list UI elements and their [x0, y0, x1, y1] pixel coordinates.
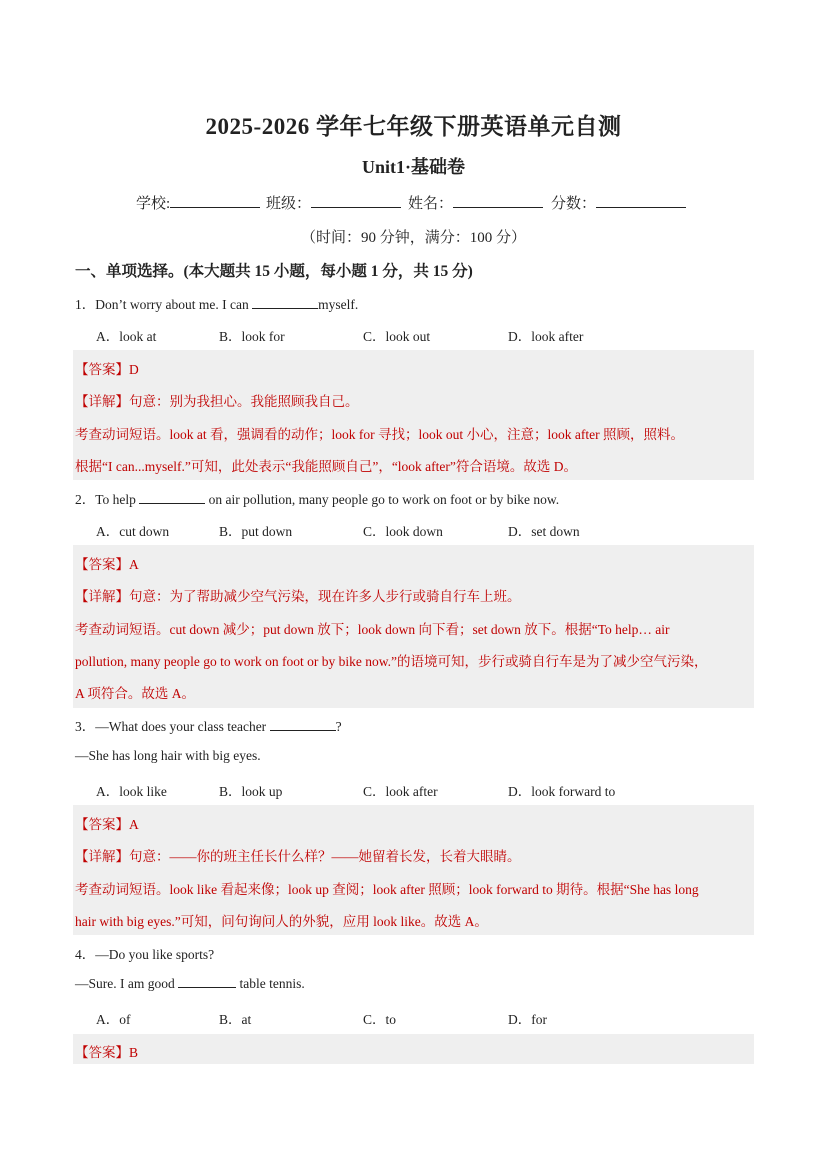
explain-line: pollution, many people go to work on foot or by bike now.”的语境可知，步行或骑自行车是为了减少空气污染， [75, 654, 708, 669]
option-c: C．look out [363, 329, 431, 344]
option-d: D．look after [508, 329, 584, 344]
option-c: C．to [363, 1012, 397, 1027]
option-d: D．for [508, 1012, 547, 1027]
school-field: 学校: [136, 192, 260, 213]
option-b: B．put down [219, 524, 293, 539]
question-stem: 2．To help on air pollution, many people go to work on foot or by bike now. [75, 492, 560, 507]
answer-label: 【答案】A [75, 557, 139, 572]
question-stem: 3．—What does your class teacher ? [75, 719, 342, 734]
option-b: B．look for [219, 329, 285, 344]
option-a: A．cut down [96, 524, 170, 539]
question-line: —She has long hair with big eyes. [75, 748, 261, 763]
answer-label: 【答案】B [75, 1045, 139, 1060]
option-c: C．look down [363, 524, 443, 539]
option-a: A．look at [96, 329, 157, 344]
explain-line: A 项符合。故选 A。 [75, 686, 196, 701]
answer-label: 【答案】A [75, 817, 139, 832]
detail-text: 【详解】句意：为了帮助减少空气污染，现在许多人步行或骑自行车上班。 [75, 589, 521, 604]
detail-text: 【详解】句意：——你的班主任长什么样？——她留着长发，长着大眼睛。 [75, 849, 521, 864]
detail-text: 【详解】句意：别为我担心。我能照顾我自己。 [75, 394, 359, 409]
option-c: C．look after [363, 784, 438, 799]
option-d: D．look forward to [508, 784, 616, 799]
explain-line: 根据“I can...myself.”可知，此处表示“我能照顾自己”，“look after”符合语境。故选 D。 [75, 459, 578, 474]
answer-label: 【答案】D [75, 362, 139, 377]
answer-box [73, 1034, 754, 1064]
option-b: B．look up [219, 784, 283, 799]
section-title: 一、单项选择。(本大题共 15 小题，每小题 1 分，共 15 分) [75, 263, 473, 280]
question-stem: 4．—Do you like sports? [75, 947, 215, 962]
question-stem: 1．Don’t worry about me. I can myself. [75, 297, 359, 312]
question-line: —Sure. I am good table tennis. [75, 976, 305, 991]
explain-line: 考查动词短语。look like 看起来像；look up 查阅；look after 照顾；look forward to 期待。根据“She has long [75, 882, 699, 897]
class-field: 班级： [266, 192, 401, 213]
option-b: B．at [219, 1012, 252, 1027]
time-note: （时间：90 分钟，满分：100 分） [300, 230, 526, 246]
explain-line: 考查动词短语。cut down 减少；put down 放下；look down 向下看；set down 放下。根据“To help… air [75, 622, 670, 637]
option-a: A．look like [96, 784, 167, 799]
page-subtitle: Unit1·基础卷 [361, 157, 465, 177]
score-field: 分数： [551, 192, 686, 213]
option-d: D．set down [508, 524, 580, 539]
name-field: 姓名： [408, 192, 543, 213]
option-a: A．of [96, 1012, 131, 1027]
page-title: 2025-2026 学年七年级下册英语单元自测 [205, 114, 622, 139]
explain-line: 考查动词短语。look at 看，强调看的动作；look for 寻找；look out 小心，注意；look after 照顾，照料。 [75, 427, 684, 442]
explain-line: hair with big eyes.”可知，问句询问人的外貌，应用 look like。故选 A。 [75, 914, 488, 929]
